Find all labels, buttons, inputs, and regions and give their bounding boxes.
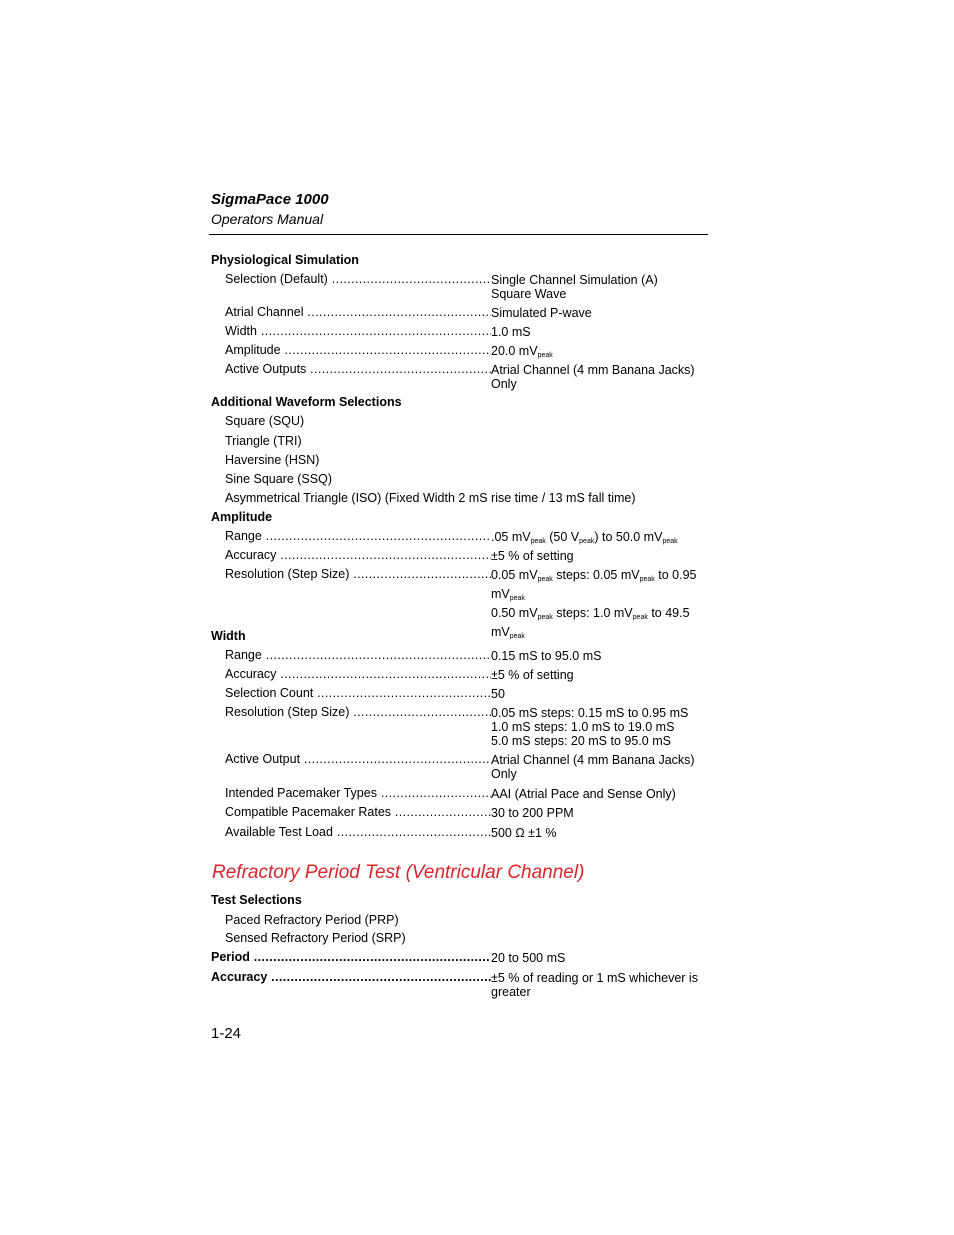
document-subtitle: Operators Manual: [211, 211, 324, 227]
waveform-item: Square (SQU): [225, 414, 305, 428]
waveform-item: Sine Square (SSQ): [225, 472, 332, 486]
header-divider: [209, 234, 708, 235]
document-title: SigmaPace 1000: [211, 191, 329, 208]
res-part: 0.50 mV: [491, 606, 538, 620]
width-output-value: Atrial Channel (4 mm Banana Jacks) Only: [491, 753, 695, 781]
width-accuracy-label: Accuracy .....: [225, 667, 491, 682]
accuracy-value: ±5 % of reading or 1 mS whichever is greater: [491, 971, 698, 999]
physio-atrial-label: Atrial Channel .....: [225, 305, 491, 320]
amplitude-resolution-label: Resolution (Step Size) .....: [225, 567, 491, 582]
physio-outputs-value: Atrial Channel (4 mm Banana Jacks) Only: [491, 363, 695, 391]
amplitude-range-value: [491, 530, 706, 549]
physio-width-value: 1.0 mS: [491, 325, 531, 339]
peak-subscript: peak: [509, 595, 525, 602]
amplitude-accuracy-label: Accuracy .....: [225, 548, 491, 563]
width-range-value: 0.15 mS to 95.0 mS: [491, 649, 602, 663]
accuracy-label: Accuracy .....: [211, 970, 491, 985]
width-resolution-line: 0.05 mS steps: 0.15 mS to 0.95 mS: [491, 706, 689, 720]
peak-subscript: peak: [530, 538, 546, 545]
period-value: 20 to 500 mS: [491, 951, 566, 965]
waveform-item: Haversine (HSN): [225, 453, 320, 467]
physio-atrial-value: Simulated P-wave: [491, 306, 592, 320]
physio-amplitude-sub: peak: [537, 352, 553, 359]
physio-selection-value-2: Square Wave: [491, 287, 567, 301]
res-part: steps: 0.05 mV: [552, 568, 640, 582]
width-types-value: AAI (Atrial Pace and Sense Only): [491, 787, 676, 801]
width-count-value: 50: [491, 687, 505, 701]
res-part: to 49.5 mV: [491, 606, 690, 639]
width-types-label: Intended Pacemaker Types .....: [225, 786, 491, 801]
physio-amplitude-number: 20.0 mV: [491, 344, 538, 358]
physio-width-label: Width .....: [225, 324, 491, 339]
width-resolution-line: 5.0 mS steps: 20 mS to 95.0 mS: [491, 734, 671, 748]
amplitude-resolution-line: [491, 568, 706, 606]
section-title: Refractory Period Test (Ventricular Channel): [212, 862, 585, 883]
test-selection-item: Sensed Refractory Period (SRP): [225, 931, 406, 945]
amplitude-range-part: .05 mV: [491, 530, 531, 544]
waveform-item: Triangle (TRI): [225, 434, 302, 448]
width-range-label: Range .....: [225, 648, 491, 663]
width-heading: Width: [211, 629, 246, 643]
amplitude-range-part: (50 V: [545, 530, 580, 544]
peak-subscript: peak: [537, 576, 553, 583]
amplitude-heading: Amplitude: [211, 510, 273, 524]
res-part: to 0.95 mV: [491, 568, 697, 601]
page-number: 1-24: [211, 1025, 242, 1042]
res-part: steps: 1.0 mV: [552, 606, 633, 620]
test-selections-heading: Test Selections: [211, 893, 302, 907]
waveforms-heading: Additional Waveform Selections: [211, 395, 402, 409]
width-load-label: Available Test Load .....: [225, 825, 491, 840]
physio-selection-value: [491, 273, 706, 301]
period-label: Period .....: [211, 950, 491, 965]
peak-subscript: peak: [632, 614, 648, 621]
waveform-item: Asymmetrical Triangle (ISO) (Fixed Width 2 mS rise time / 13 mS fall time): [225, 491, 636, 505]
physio-selection-value-1: Single Channel Simulation (A): [491, 273, 658, 287]
width-output-label: Active Output .....: [225, 752, 491, 767]
width-count-label: Selection Count .....: [225, 686, 491, 701]
amplitude-accuracy-value: ±5 % of setting: [491, 549, 574, 563]
width-accuracy-value: ±5 % of setting: [491, 668, 574, 682]
physio-heading: Physiological Simulation: [211, 253, 359, 267]
peak-subscript: peak: [509, 633, 525, 640]
width-resolution-label: Resolution (Step Size) .....: [225, 705, 491, 720]
peak-subscript: peak: [579, 538, 595, 545]
peak-subscript: peak: [537, 614, 553, 621]
test-selection-item: Paced Refractory Period (PRP): [225, 913, 399, 927]
amplitude-resolution-value: [491, 568, 706, 644]
physio-amplitude-value: [491, 344, 706, 363]
physio-outputs-label: Active Outputs .....: [225, 362, 491, 377]
width-load-value: 500 Ω ±1 %: [491, 826, 557, 840]
peak-subscript: peak: [662, 538, 678, 545]
res-part: 0.05 mV: [491, 568, 538, 582]
width-rates-value: 30 to 200 PPM: [491, 806, 574, 820]
physio-selection-label: Selection (Default) .....: [225, 272, 491, 287]
amplitude-range-label: Range .....: [225, 529, 491, 544]
amplitude-resolution-line: [491, 606, 706, 644]
width-resolution-line: 1.0 mS steps: 1.0 mS to 19.0 mS: [491, 720, 675, 734]
amplitude-range-part: ) to 50.0 mV: [594, 530, 663, 544]
width-resolution-value: [491, 706, 706, 748]
width-rates-label: Compatible Pacemaker Rates .....: [225, 805, 491, 820]
peak-subscript: peak: [639, 576, 655, 583]
physio-amplitude-label: Amplitude .....: [225, 343, 491, 358]
